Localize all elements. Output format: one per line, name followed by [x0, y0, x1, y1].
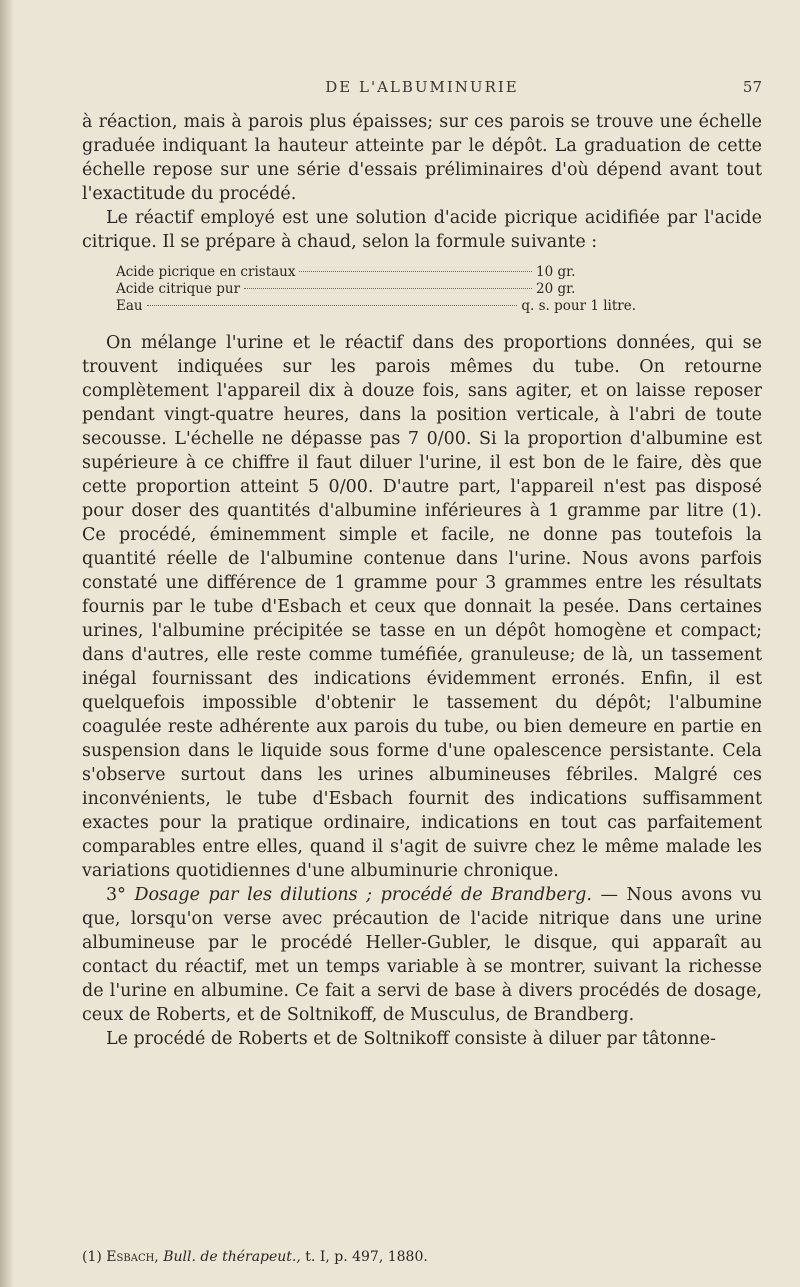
paragraph-2: Le réactif employé est une solution d'acide picrique acidifiée par l'acide citrique. Il se prépare à chaud, selon la formule suivante : — [82, 208, 762, 252]
section-heading: Dosage par les dilutions ; procédé de Brandberg. — [134, 885, 592, 905]
formula-quantity: 10 gr. — [536, 264, 576, 280]
paragraph-4-text: — Nous avons vu que, lorsqu'on verse avec précaution de l'acide nitrique dans une urine albumineuse par le procédé Heller-Gubler, le disque, qui apparaît au contact du réactif, met un temps variable à se montrer, suivant la richesse de l'urine en albumine. Ce fait a servi de base à divers procédés de dosage, ceux de Roberts, et de Soltnikoff, de Musculus, de Brandberg. — [82, 885, 762, 1025]
formula-row — [116, 298, 636, 315]
formula-ingredient: Acide picrique en cristaux — [116, 264, 296, 280]
leader-dots — [244, 288, 532, 289]
footnote-author: Esbach, — [106, 1249, 159, 1265]
formula-ingredient: Acide citrique pur — [116, 281, 241, 297]
paragraph-4 — [82, 883, 762, 1027]
paragraph-3: On mélange l'urine et le réactif dans des proportions données, qui se trouvent indiquées sur les parois mêmes du tube. On retourne complètement l'appareil dix à douze fois, sans agiter, et on laisse reposer pendant vingt-quatre heures, dans la position verticale, à l'abri de toute secousse. L'échelle ne dépasse pas 7 0/00. Si la proportion d'albumine est supérieure à ce chiffre il faut diluer l'urine, il est bon de le faire, dès que cette proportion atteint 5 0/00. D'autre part, l'appareil n'est pas disposé pour doser des quantités d'albumine inférieures à 1 gramme par litre (1). Ce procédé, éminemment simple et facile, ne donne pas toutefois la quantité réelle de l'albumine contenue dans l'urine. Nous avons parfois constaté une différence de 1 gramme pour 3 grammes entre les résultats fournis par le tube d'Esbach et ceux que donnait la pesée. Dans certaines urines, l'albumine précipitée se tasse en un dépôt homogène et compact; dans d'autres, elle reste comme tuméfiée, granuleuse; de là, un tassement inégal fournissant des indications évidemment erronés. Enfin, il est quelquefois impossible d'obtenir le tassement du dépôt; l'albumine coagulée reste adhérente aux parois du tube, ou bien demeure en partie en suspension dans le liquide sous forme d'une opalescence persistante. Cela s'observe surtout dans les urines albumineuses fébriles. Malgré ces inconvénients, le tube d'Esbach fournit des indications suffisamment exactes pour la pratique ordinaire, indications en tout cas parfaitement comparables entre elles, quand il s'agit de suivre chez le même malade les variations quotidiennes d'une albuminurie chronique. — [82, 333, 762, 881]
leader-dots — [299, 271, 532, 272]
paragraph-5: Le procédé de Roberts et de Soltnikoff consiste à diluer par tâtonne- — [106, 1029, 716, 1049]
section-number: 3° — [106, 885, 126, 905]
running-title: DE L'ALBUMINURIE — [325, 78, 519, 96]
footnote-reference: t. I, p. 497, 1880. — [305, 1249, 428, 1265]
body-text — [82, 110, 762, 1051]
leader-dots — [147, 305, 518, 306]
book-page — [82, 0, 762, 1287]
running-head — [82, 78, 762, 102]
formula-quantity: q. s. pour 1 litre. — [521, 298, 636, 314]
reagent-formula — [116, 264, 636, 315]
footnote-marker: (1) — [82, 1249, 102, 1265]
formula-quantity: 20 gr. — [536, 281, 576, 297]
page-number: 57 — [742, 78, 762, 96]
footnote — [82, 1248, 762, 1266]
formula-row — [116, 264, 636, 281]
formula-ingredient: Eau — [116, 298, 143, 314]
book-spine-shadow — [0, 0, 14, 1287]
footnote-journal: Bull. de thérapeut., — [163, 1249, 301, 1265]
formula-row — [116, 281, 636, 298]
paragraph-1: à réaction, mais à parois plus épaisses; sur ces parois se trouve une échelle graduée indiquant la hauteur atteinte par le dépôt. La graduation de cette échelle repose sur une série d'essais préliminaires d'où dépend avant tout l'exactitude du procédé. — [82, 112, 762, 204]
